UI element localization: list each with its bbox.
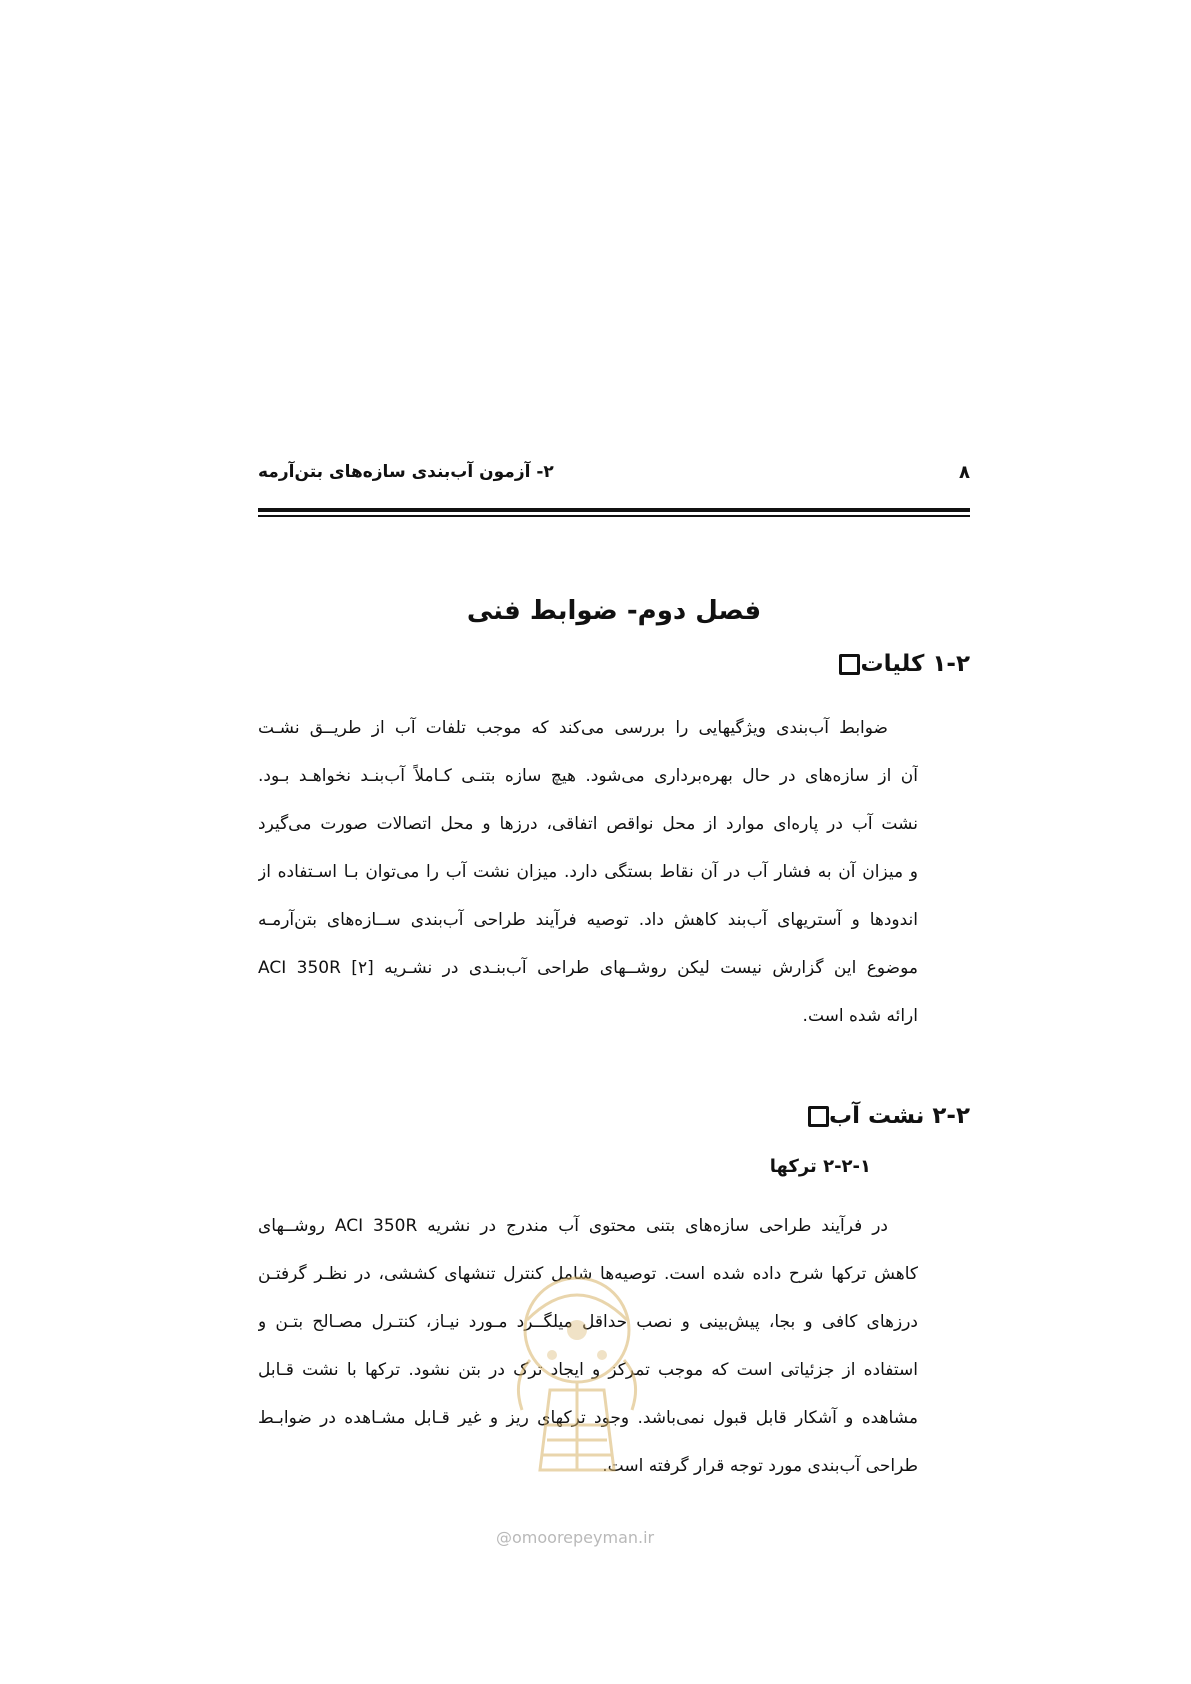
header-title: ۲- آزمون آب‌بندی سازه‌های بتن‌آرمه [258, 462, 554, 482]
section-title: ۱-۲ کلیات [860, 651, 970, 677]
section-title: ۲-۲ نشت آب [828, 1103, 970, 1129]
running-header [258, 462, 970, 492]
square-bullet-icon [808, 1106, 829, 1127]
paragraph-line: طراحی آب‌بندی مورد توجه قرار گرفته است. [602, 1456, 918, 1476]
subsection-title: ۲-۲-۱ ترکها [769, 1156, 871, 1177]
page-number: ۸ [959, 462, 970, 483]
watermark-url: @omoorepeyman.ir [496, 1528, 655, 1547]
section-heading-water-leakage [778, 1098, 970, 1134]
section-heading-general [809, 646, 970, 682]
paragraph-line: کاهش ترکها شرح داده شده است. توصیه‌ها شامل کنترل تنشهای کششی، در نظـر گرفتـن [258, 1264, 918, 1284]
paragraph-line: در فرآیند طراحی سازه‌های بتنی محتوی آب مندرج در نشریه ACI 350R روشــهای [258, 1216, 888, 1236]
paragraph-general [258, 704, 918, 1040]
paragraph-line: موضوع این گزارش نیست لیکن روشــهای طراحی آب‌بنـدی در نشـریه ACI 350R [۲] [258, 958, 918, 978]
paragraph-line: و میزان آن به فشار آب در آن نقاط بستگی دارد. میزان نشت آب را می‌توان بـا اسـتفاده از [258, 862, 918, 882]
paragraph-line: آن از سازه‌های در حال بهره‌برداری می‌شود. هیچ سازه بتنـی کـاملاً آب‌بنـد نخواهـد بـود. [258, 766, 918, 786]
paragraph-line: درزهای کافی و بجا، پیش‌بینی و نصب حداقل میلگــرد مـورد نیـاز، کنتـرل مصـالح بتـن و [258, 1312, 918, 1332]
paragraph-line: مشاهده و آشکار قابل قبول نمی‌باشد. وجود ترکهای ریز و غیر قـابل مشـاهده در ضوابـط [258, 1408, 918, 1428]
paragraph-line: ضوابط آب‌بندی ویژگیهایی را بررسی می‌کند که موجب تلفات آب از طریــق نشـت [258, 718, 888, 738]
paragraph-line: اندودها و آستریهای آب‌بند کاهش داد. توصیه فرآیند طراحی آب‌بندی ســازه‌های بتن‌آرمـه [258, 910, 918, 930]
paragraph-line: ارائه شده است. [802, 1006, 918, 1026]
header-rule-thick [258, 508, 970, 512]
header-rule-thin [258, 515, 970, 517]
paragraph-line: استفاده از جزئیاتی است که موجب تمرکز و ایجاد ترک در بتن نشود. ترکها با نشت قـابل [258, 1360, 918, 1380]
chapter-title: فصل دوم- ضوابط فنی [466, 596, 762, 626]
square-bullet-icon [839, 654, 860, 675]
watermark-seal-icon [492, 1260, 662, 1490]
paragraph-line: نشت آب در پاره‌ای موارد از محل نواقص اتفاقی، درزها و محل اتصالات صورت می‌گیرد [258, 814, 918, 834]
